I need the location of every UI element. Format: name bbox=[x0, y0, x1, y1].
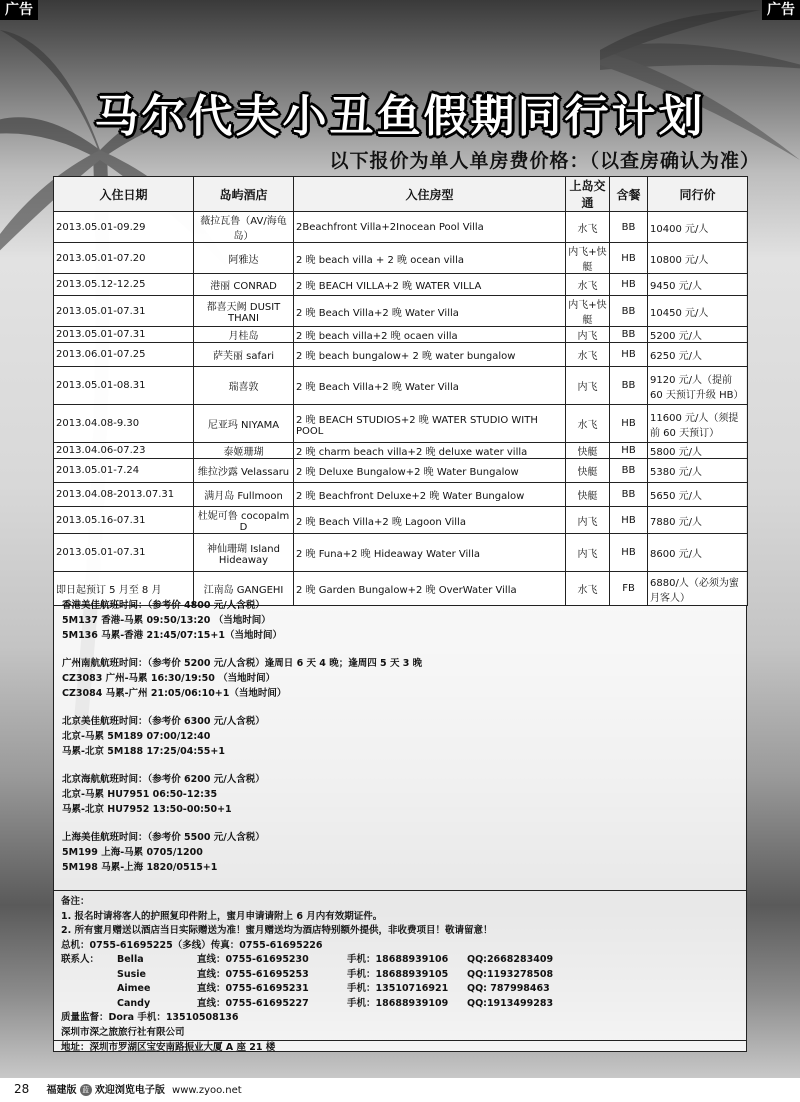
flight-line: 5M199 上海-马累 0705/1200 bbox=[62, 847, 203, 858]
flight-group-title: 北京海航航班时间：（参考价 6200 元/人含税） bbox=[62, 774, 265, 785]
contact-qq: QQ:1193278508 bbox=[467, 968, 554, 980]
cell-meal: HB bbox=[610, 274, 648, 296]
cell-meal: HB bbox=[610, 405, 648, 443]
page-number: 28 bbox=[14, 1082, 30, 1096]
cell-hotel: 满月岛 Fullmoon bbox=[194, 483, 294, 507]
flight-line: 马累-北京 5M188 17:25/04:55+1 bbox=[62, 746, 225, 757]
table-row bbox=[54, 367, 748, 405]
contact-tel: 直线：0755-61695231 bbox=[197, 983, 309, 994]
cell-date: 2013.05.01-7.24 bbox=[54, 459, 194, 483]
cell-date: 2013.05.01-08.31 bbox=[54, 367, 194, 405]
cell-meal: HB bbox=[610, 343, 648, 367]
contact-name: Susie bbox=[117, 968, 146, 980]
website-link[interactable]: www.zyoo.net bbox=[172, 1085, 242, 1096]
table-row bbox=[54, 274, 748, 296]
flight-info bbox=[62, 598, 742, 888]
company-address: 地址：深圳市罗湖区宝安南路振业大厦 A 座 21 楼 bbox=[53, 1040, 747, 1056]
table-row bbox=[54, 327, 748, 343]
table-row bbox=[54, 483, 748, 507]
contact-mobile: 手机：13510716921 bbox=[347, 983, 449, 994]
cell-hotel: 瑞喜敦 bbox=[194, 367, 294, 405]
cell-price: 6250 元/人 bbox=[648, 343, 748, 367]
page-subtitle: 以下报价为单人单房费价格：（以查房确认为准） bbox=[329, 150, 760, 172]
cell-date: 2013.05.01-07.20 bbox=[54, 243, 194, 274]
contact-name: Aimee bbox=[117, 983, 151, 994]
page-footer bbox=[0, 1078, 800, 1100]
cell-price: 9120 元/人（提前 60 天预订升级 HB） bbox=[648, 367, 748, 405]
note-item: 2. 所有蜜月赠送以酒店当日实际赠送为准！蜜月赠送均为酒店特别额外提供，非收费项目！敬请留意！ bbox=[61, 925, 493, 936]
cell-date: 2013.04.08-2013.07.31 bbox=[54, 483, 194, 507]
cell-transport: 内飞 bbox=[566, 534, 610, 572]
cell-meal: HB bbox=[610, 443, 648, 459]
flight-group-title: 广州南航航班时间：（参考价 5200 元/人含税）逢周日 6 天 4 晚；逢周四 5 天 3 晚 bbox=[62, 658, 423, 669]
flight-line: 北京-马累 HU7951 06:50-12:35 bbox=[62, 789, 218, 800]
contact-label: 联系人： bbox=[61, 954, 100, 965]
cell-hotel: 江南岛 GANGEHI bbox=[194, 572, 294, 606]
cell-hotel: 都喜天阙 DUSIT THANI bbox=[194, 296, 294, 327]
flight-group-title: 北京美佳航班时间：（参考价 6300 元/人含税） bbox=[62, 716, 265, 727]
notes-section bbox=[53, 890, 747, 1060]
header-price: 同行价 bbox=[648, 177, 748, 212]
cell-transport: 快艇 bbox=[566, 483, 610, 507]
cell-hotel: 港丽 CONRAD bbox=[194, 274, 294, 296]
contact-qq: QQ:2668283409 bbox=[467, 954, 554, 965]
cell-price: 10450 元/人 bbox=[648, 296, 748, 327]
cell-date: 2013.04.06-07.23 bbox=[54, 443, 194, 459]
cell-price: 9450 元/人 bbox=[648, 274, 748, 296]
cell-date: 2013.05.01-07.31 bbox=[54, 534, 194, 572]
cell-hotel: 尼亚玛 NIYAMA bbox=[194, 405, 294, 443]
cell-meal: HB bbox=[610, 534, 648, 572]
cell-price: 5800 元/人 bbox=[648, 443, 748, 459]
flight-line: 马累-北京 HU7952 13:50-00:50+1 bbox=[62, 804, 232, 815]
flight-group bbox=[62, 714, 742, 759]
cell-meal: BB bbox=[610, 296, 648, 327]
cell-transport: 快艇 bbox=[566, 443, 610, 459]
cell-price: 5380 元/人 bbox=[648, 459, 748, 483]
cell-transport: 内飞+快艇 bbox=[566, 243, 610, 274]
cell-room: 2Beachfront Villa+2Inocean Pool Villa bbox=[294, 212, 566, 243]
cell-meal: BB bbox=[610, 327, 648, 343]
contact-row bbox=[61, 968, 739, 983]
flight-group-title: 上海美佳航班时间：（参考价 5500 元/人含税） bbox=[62, 832, 265, 843]
contact-label bbox=[61, 982, 117, 997]
cell-date: 2013.05.16-07.31 bbox=[54, 507, 194, 534]
contact-row bbox=[61, 997, 739, 1012]
cell-room: 2 晚 beach bungalow+ 2 晚 water bungalow bbox=[294, 343, 566, 367]
cell-transport: 水飞 bbox=[566, 405, 610, 443]
cell-transport: 水飞 bbox=[566, 212, 610, 243]
cell-transport: 内飞 bbox=[566, 327, 610, 343]
cell-transport: 水飞 bbox=[566, 572, 610, 606]
cell-hotel: 神仙珊瑚 Island Hideaway bbox=[194, 534, 294, 572]
cell-price: 8600 元/人 bbox=[648, 534, 748, 572]
contact-tel: 直线：0755-61695230 bbox=[197, 954, 309, 965]
page-title: 马尔代夫小丑鱼假期同行计划 bbox=[94, 91, 706, 142]
cell-room: 2 晚 beach villa + 2 晚 ocean villa bbox=[294, 243, 566, 274]
cell-date: 2013.05.01-07.31 bbox=[54, 327, 194, 343]
flight-group bbox=[62, 830, 742, 875]
cell-meal: BB bbox=[610, 367, 648, 405]
table-row bbox=[54, 405, 748, 443]
cell-transport: 内飞+快艇 bbox=[566, 296, 610, 327]
cell-hotel: 月桂岛 bbox=[194, 327, 294, 343]
header-room: 入住房型 bbox=[294, 177, 566, 212]
cell-hotel: 阿雅达 bbox=[194, 243, 294, 274]
contact-tel: 直线：0755-61695227 bbox=[197, 997, 309, 1009]
cell-meal: BB bbox=[610, 459, 648, 483]
header-hotel: 岛屿酒店 bbox=[194, 177, 294, 212]
cell-transport: 水飞 bbox=[566, 274, 610, 296]
cell-meal: HB bbox=[610, 507, 648, 534]
table-row bbox=[54, 507, 748, 534]
ad-label-right: 广告 bbox=[762, 0, 800, 20]
header-transport: 上岛交通 bbox=[566, 177, 610, 212]
cell-hotel: 泰姬珊瑚 bbox=[194, 443, 294, 459]
promo-text: 欢迎浏览电子版 bbox=[94, 1085, 165, 1096]
edition-label: 福建版 bbox=[46, 1085, 77, 1096]
flight-line: CZ3083 广州-马累 16:30/19:50 （当地时间） bbox=[62, 673, 276, 684]
price-table bbox=[53, 176, 748, 606]
quality-supervisor: 质量监督：Dora 手机：13510508136 bbox=[61, 1012, 239, 1023]
table-row bbox=[54, 296, 748, 327]
cell-date: 2013.05.12-12.25 bbox=[54, 274, 194, 296]
cell-date: 2013.06.01-07.25 bbox=[54, 343, 194, 367]
cell-hotel: 维拉沙露 Velassaru bbox=[194, 459, 294, 483]
flight-group-title: 香港美佳航班时间：（参考价 4800 元/人含税） bbox=[62, 600, 265, 611]
cell-meal: FB bbox=[610, 572, 648, 606]
contact-mobile: 手机：18688939106 bbox=[347, 954, 449, 965]
table-row bbox=[54, 243, 748, 274]
header-date: 入住日期 bbox=[54, 177, 194, 212]
note-item: 1. 报名时请将客人的护照复印件附上，蜜月申请请附上 6 月内有效期证件。 bbox=[61, 910, 383, 922]
contact-name: Candy bbox=[117, 997, 151, 1009]
cell-room: 2 晚 Garden Bungalow+2 晚 OverWater Villa bbox=[294, 572, 566, 606]
cell-room: 2 晚 Funa+2 晚 Hideaway Water Villa bbox=[294, 534, 566, 572]
table-header-row bbox=[54, 177, 748, 212]
cell-price: 5650 元/人 bbox=[648, 483, 748, 507]
flight-group bbox=[62, 598, 742, 643]
cell-price: 10800 元/人 bbox=[648, 243, 748, 274]
cell-transport: 快艇 bbox=[566, 459, 610, 483]
contact-tel: 直线：0755-61695253 bbox=[197, 968, 309, 980]
cell-room: 2 晚 Deluxe Bungalow+2 晚 Water Bungalow bbox=[294, 459, 566, 483]
contact-qq: QQ:1913499283 bbox=[467, 997, 554, 1009]
contact-row bbox=[61, 953, 739, 968]
cell-room: 2 晚 BEACH VILLA+2 晚 WATER VILLA bbox=[294, 274, 566, 296]
contact-mobile: 手机：18688939109 bbox=[347, 997, 449, 1009]
flight-line: CZ3084 马累-广州 21:05/06:10+1（当地时间） bbox=[62, 688, 287, 699]
cell-room: 2 晚 Beachfront Deluxe+2 晚 Water Bungalow bbox=[294, 483, 566, 507]
cell-room: 2 晚 beach villa+2 晚 ocaen villa bbox=[294, 327, 566, 343]
cell-price: 5200 元/人 bbox=[648, 327, 748, 343]
flight-group bbox=[62, 656, 742, 701]
flight-group bbox=[62, 772, 742, 817]
flight-line: 5M137 香港-马累 09:50/13:20 （当地时间） bbox=[62, 615, 271, 626]
cell-transport: 水飞 bbox=[566, 343, 610, 367]
flight-line: 北京-马累 5M189 07:00/12:40 bbox=[62, 731, 211, 742]
cell-room: 2 晚 charm beach villa+2 晚 deluxe water villa bbox=[294, 443, 566, 459]
header-meal: 含餐 bbox=[610, 177, 648, 212]
ad-label-left: 广告 bbox=[0, 0, 38, 20]
cell-room: 2 晚 Beach Villa+2 晚 Water Villa bbox=[294, 367, 566, 405]
table-row bbox=[54, 459, 748, 483]
contact-label bbox=[61, 997, 117, 1012]
cell-meal: HB bbox=[610, 243, 648, 274]
cell-hotel: 萨芙丽 safari bbox=[194, 343, 294, 367]
company-name: 深圳市深之旅旅行社有限公司 bbox=[61, 1026, 185, 1038]
table-row bbox=[54, 443, 748, 459]
cell-price: 6880/人（必须为蜜月客人） bbox=[648, 572, 748, 606]
cell-hotel: 杜妮可鲁 cocopalm D bbox=[194, 507, 294, 534]
main-phone-line: 总机：0755-61695225（多线）传真：0755-61695226 bbox=[61, 939, 323, 951]
contact-qq: QQ: 787998463 bbox=[467, 983, 550, 994]
cell-transport: 内飞 bbox=[566, 367, 610, 405]
table-row bbox=[54, 212, 748, 243]
cell-room: 2 晚 Beach Villa+2 晚 Lagoon Villa bbox=[294, 507, 566, 534]
contact-label bbox=[61, 968, 117, 983]
cell-transport: 内飞 bbox=[566, 507, 610, 534]
cell-meal: BB bbox=[610, 212, 648, 243]
cell-date: 2013.04.08-9.30 bbox=[54, 405, 194, 443]
contact-row bbox=[61, 982, 739, 997]
brand-logo-icon: 蓝 bbox=[80, 1084, 92, 1096]
contact-name: Bella bbox=[117, 954, 144, 965]
table-row bbox=[54, 534, 748, 572]
cell-price: 7880 元/人 bbox=[648, 507, 748, 534]
cell-date: 即日起预订 5 月至 8 月 bbox=[54, 572, 194, 606]
cell-price: 10400 元/人 bbox=[648, 212, 748, 243]
cell-room: 2 晚 BEACH STUDIOS+2 晚 WATER STUDIO WITH POOL bbox=[294, 405, 566, 443]
cell-meal: BB bbox=[610, 483, 648, 507]
cell-price: 11600 元/人（须提前 60 天预订） bbox=[648, 405, 748, 443]
cell-hotel: 薇拉瓦鲁（AV/海龟岛） bbox=[194, 212, 294, 243]
cell-date: 2013.05.01-07.31 bbox=[54, 296, 194, 327]
cell-date: 2013.05.01-09.29 bbox=[54, 212, 194, 243]
contacts-list bbox=[61, 953, 739, 1011]
contact-mobile: 手机：18688939105 bbox=[347, 968, 449, 980]
flight-line: 5M136 马累-香港 21:45/07:15+1（当地时间） bbox=[62, 630, 282, 641]
table-row bbox=[54, 343, 748, 367]
cell-room: 2 晚 Beach Villa+2 晚 Water Villa bbox=[294, 296, 566, 327]
notes-heading: 备注： bbox=[61, 896, 90, 907]
flight-line: 5M198 马累-上海 1820/0515+1 bbox=[62, 862, 218, 873]
